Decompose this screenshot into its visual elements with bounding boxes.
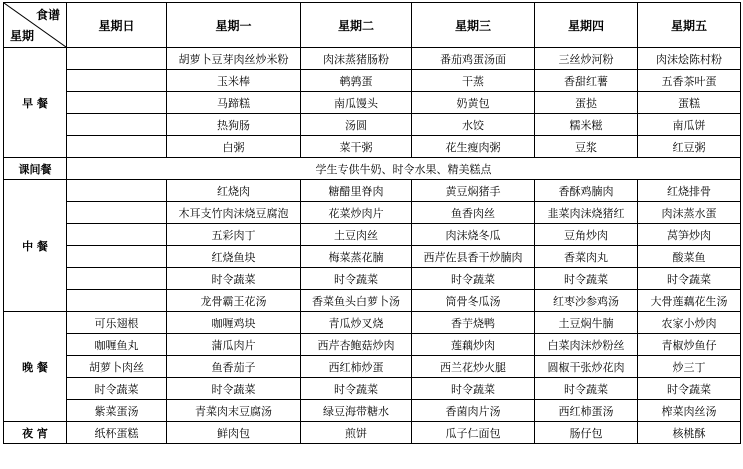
corner-label-weekday: 星期 [10,29,35,43]
menu-cell: 马蹄糕 [167,92,301,114]
table-row [4,334,741,356]
day-header-friday: 星期五 [638,3,741,48]
menu-cell: 肉沫蒸水蛋 [638,202,741,224]
menu-cell: 红豆粥 [638,136,741,158]
menu-cell: 蒲瓜肉片 [167,334,301,356]
day-header-thursday: 星期四 [535,3,638,48]
menu-cell: 香芋烧鸭 [412,312,535,334]
menu-cell: 花生瘦肉粥 [412,136,535,158]
menu-cell: 木耳支竹肉沫烧豆腐泡 [167,202,301,224]
menu-cell: 莲藕炒肉 [412,334,535,356]
menu-cell [67,268,167,290]
menu-cell [67,70,167,92]
meal-label-breakfast: 早 餐 [4,48,67,158]
menu-cell: 土豆焖牛腩 [535,312,638,334]
menu-cell: 梅菜蒸花腩 [301,246,412,268]
day-header-sunday: 星期日 [67,3,167,48]
menu-cell: 干蒸 [412,70,535,92]
day-header-monday: 星期一 [167,3,301,48]
table-row [4,356,741,378]
menu-cell: 圆椒干张炒花肉 [535,356,638,378]
menu-cell: 绿豆海带糖水 [301,400,412,422]
menu-cell: 香菌肉片汤 [412,400,535,422]
menu-cell: 水饺 [412,114,535,136]
menu-cell: 龙骨霸王花汤 [167,290,301,312]
menu-cell: 时令蔬菜 [412,268,535,290]
day-header-wednesday: 星期三 [412,3,535,48]
menu-cell: 西红柿蛋汤 [535,400,638,422]
menu-cell: 大骨莲藕花生汤 [638,290,741,312]
menu-cell: 青瓜炒叉烧 [301,312,412,334]
menu-cell: 胡萝卜豆芽肉丝炒米粉 [167,48,301,70]
menu-cell: 肠仔包 [535,422,638,444]
menu-cell: 蛋挞 [535,92,638,114]
menu-cell: 纸杯蛋糕 [67,422,167,444]
menu-cell: 花菜炒肉片 [301,202,412,224]
menu-cell: 鹌鹑蛋 [301,70,412,92]
menu-cell [67,180,167,202]
day-header-tuesday: 星期二 [301,3,412,48]
menu-cell: 时令蔬菜 [301,268,412,290]
menu-cell: 肉沫烧冬瓜 [412,224,535,246]
table-row [4,48,741,70]
menu-cell: 酸菜鱼 [638,246,741,268]
menu-cell: 青椒炒鱼仔 [638,334,741,356]
menu-cell: 紫菜蛋汤 [67,400,167,422]
menu-cell: 南瓜饼 [638,114,741,136]
menu-cell: 时令蔬菜 [67,378,167,400]
snack-description: 学生专供牛奶、时令水果、精美糕点 [67,158,741,180]
table-row [4,158,741,180]
menu-cell: 时令蔬菜 [167,268,301,290]
menu-cell: 红烧排骨 [638,180,741,202]
menu-cell: 时令蔬菜 [167,378,301,400]
menu-cell: 韭菜肉沫烧猪红 [535,202,638,224]
menu-cell: 奶黄包 [412,92,535,114]
menu-cell: 白菜肉沫炒粉丝 [535,334,638,356]
menu-cell: 豆角炒肉 [535,224,638,246]
meal-label-dinner: 晚 餐 [4,312,67,422]
menu-cell [67,114,167,136]
menu-cell: 时令蔬菜 [412,378,535,400]
menu-cell: 鲜肉包 [167,422,301,444]
table-row [4,246,741,268]
table-row [4,180,741,202]
table-row [4,422,741,444]
menu-cell: 香菜肉丸 [535,246,638,268]
menu-cell: 红烧鱼块 [167,246,301,268]
menu-cell: 西兰花炒火腿 [412,356,535,378]
meal-label-lunch: 中 餐 [4,180,67,312]
meal-label-snack: 课间餐 [4,158,67,180]
corner-label-menu: 食谱 [35,8,60,22]
menu-cell: 肉沫蒸猪肠粉 [301,48,412,70]
menu-cell: 时令蔬菜 [638,378,741,400]
menu-cell [67,224,167,246]
menu-cell [67,48,167,70]
table-row [4,290,741,312]
menu-cell: 菜干粥 [301,136,412,158]
menu-cell: 青菜肉末豆腐汤 [167,400,301,422]
menu-cell: 南瓜馒头 [301,92,412,114]
table-row [4,70,741,92]
menu-cell: 时令蔬菜 [535,268,638,290]
table-row [4,378,741,400]
menu-cell: 鱼香肉丝 [412,202,535,224]
menu-cell: 豆浆 [535,136,638,158]
menu-cell: 白粥 [167,136,301,158]
menu-cell: 时令蔬菜 [535,378,638,400]
menu-cell: 番茄鸡蛋汤面 [412,48,535,70]
menu-cell: 三丝炒河粉 [535,48,638,70]
menu-cell: 五彩肉丁 [167,224,301,246]
menu-cell: 胡萝卜肉丝 [67,356,167,378]
menu-cell: 咖喱鸡块 [167,312,301,334]
table-row [4,224,741,246]
menu-cell: 糯米糍 [535,114,638,136]
table-row [4,400,741,422]
menu-cell: 红烧肉 [167,180,301,202]
corner-header-cell [4,3,67,48]
menu-cell: 玉米棒 [167,70,301,92]
menu-cell: 西芹佐县香干炒腩肉 [412,246,535,268]
menu-cell [67,246,167,268]
table-row [4,114,741,136]
menu-cell [67,92,167,114]
menu-cell: 筒骨冬瓜汤 [412,290,535,312]
table-row [4,202,741,224]
table-row [4,268,741,290]
menu-cell: 肉沫烩陈村粉 [638,48,741,70]
meal-label-night-snack: 夜 宵 [4,422,67,444]
menu-cell [67,202,167,224]
menu-cell [67,290,167,312]
menu-cell: 核桃酥 [638,422,741,444]
menu-cell: 咖喱鱼丸 [67,334,167,356]
menu-cell: 瓜子仁面包 [412,422,535,444]
menu-cell: 蛋糕 [638,92,741,114]
menu-cell: 时令蔬菜 [638,268,741,290]
menu-cell: 汤圆 [301,114,412,136]
menu-cell: 莴笋炒肉 [638,224,741,246]
menu-cell: 煎饼 [301,422,412,444]
table-row [4,92,741,114]
menu-cell: 土豆肉丝 [301,224,412,246]
menu-cell: 榨菜肉丝汤 [638,400,741,422]
menu-cell: 西芹杏鲍菇炒肉 [301,334,412,356]
menu-cell: 热狗肠 [167,114,301,136]
menu-cell: 西红柿炒蛋 [301,356,412,378]
table-row [4,312,741,334]
menu-cell: 可乐翅根 [67,312,167,334]
menu-cell: 糖醋里脊肉 [301,180,412,202]
menu-cell [67,136,167,158]
menu-cell: 红枣沙参鸡汤 [535,290,638,312]
menu-cell: 时令蔬菜 [301,378,412,400]
menu-cell: 炒三丁 [638,356,741,378]
menu-cell: 香菜鱼头白萝卜汤 [301,290,412,312]
table-row [4,136,741,158]
menu-cell: 黄豆焖猪手 [412,180,535,202]
header-row [4,3,741,48]
menu-cell: 五香茶叶蛋 [638,70,741,92]
menu-cell: 农家小炒肉 [638,312,741,334]
weekly-menu-table [3,2,741,444]
menu-cell: 香甜红薯 [535,70,638,92]
menu-cell: 香酥鸡腩肉 [535,180,638,202]
menu-cell: 鱼香茄子 [167,356,301,378]
